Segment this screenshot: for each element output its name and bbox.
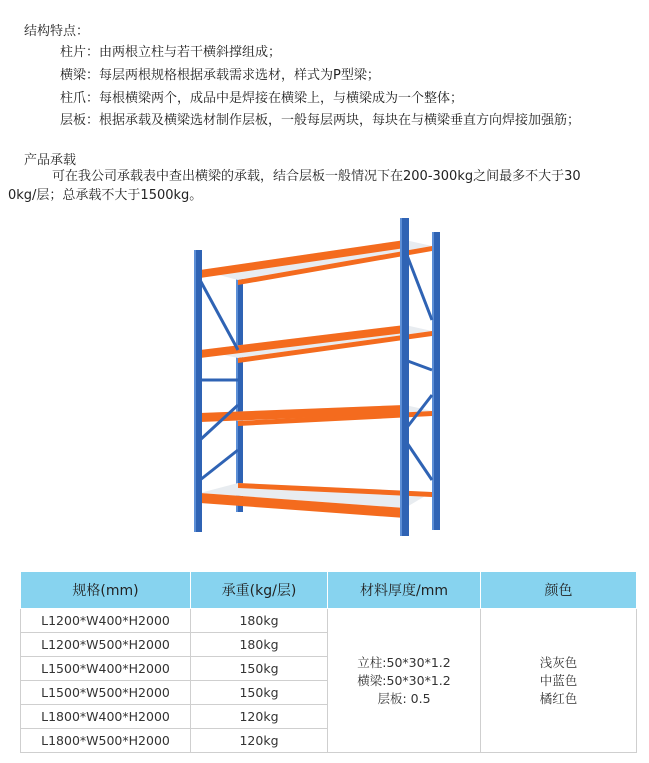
front-left-upright xyxy=(194,250,202,532)
rear-right-upright xyxy=(432,232,440,530)
table-row xyxy=(21,609,637,633)
left-side-bracing xyxy=(200,280,238,480)
header-load: 承重(kg/层) xyxy=(191,572,328,609)
header-material: 材料厚度/mm xyxy=(328,572,481,609)
header-spec: 规格(mm) xyxy=(21,572,191,609)
cell-spec: L1500*W500*H2000 xyxy=(21,681,191,705)
table-header-row xyxy=(21,572,637,609)
color-orange-red: 橘红色 xyxy=(539,690,578,706)
load-paragraph xyxy=(8,167,630,205)
load-paragraph-line1: 可在我公司承载表中查出横梁的承载，结合层板一般情况下在200-300kg之间最多不大于30 xyxy=(52,169,581,184)
cell-spec: L1200*W500*H2000 xyxy=(21,633,191,657)
front-right-upright xyxy=(400,218,409,536)
feature-beam: 横梁：每层两根规格根据承载需求选材，样式为P型梁； xyxy=(60,68,380,83)
shelving-rack-image xyxy=(180,210,450,540)
cell-load: 180kg xyxy=(191,633,328,657)
material-shelf: 层板: 0.5 xyxy=(377,690,431,706)
spec-table xyxy=(20,571,637,753)
feature-claw: 柱爪：每根横梁两个，成品中是焊接在横梁上，与横梁成为一个整体； xyxy=(60,91,464,106)
header-color: 颜色 xyxy=(481,572,637,609)
material-beam: 横梁:50*30*1.2 xyxy=(357,672,451,688)
load-paragraph-line2: 0kg/层；总承载不大于1500kg。 xyxy=(8,188,203,203)
shelf-level-4 xyxy=(200,483,432,518)
cell-load: 120kg xyxy=(191,705,328,729)
rear-left-upright xyxy=(236,276,243,512)
feature-upright: 柱片：由两根立柱与若干横斜撑组成； xyxy=(60,45,282,60)
cell-spec: L1800*W400*H2000 xyxy=(21,705,191,729)
load-title: 产品承载 xyxy=(24,153,77,168)
cell-load: 120kg xyxy=(191,729,328,753)
color-light-gray: 浅灰色 xyxy=(539,654,578,670)
shelf-level-1 xyxy=(200,240,432,285)
cell-spec: L1200*W400*H2000 xyxy=(21,609,191,633)
structure-title: 结构特点： xyxy=(24,24,90,39)
cell-load: 180kg xyxy=(191,609,328,633)
color-medium-blue: 中蓝色 xyxy=(539,672,578,688)
feature-shelf: 层板：根据承载及横梁选材制作层板，一般每层两块，每块在与横梁垂直方向焊接加强筋； xyxy=(60,113,581,128)
cell-load: 150kg xyxy=(191,681,328,705)
material-upright: 立柱:50*30*1.2 xyxy=(357,654,451,670)
cell-load: 150kg xyxy=(191,657,328,681)
cell-color xyxy=(481,609,637,753)
cell-material xyxy=(328,609,481,753)
right-side-bracing xyxy=(405,250,432,480)
cell-spec: L1800*W500*H2000 xyxy=(21,729,191,753)
cell-spec: L1500*W400*H2000 xyxy=(21,657,191,681)
